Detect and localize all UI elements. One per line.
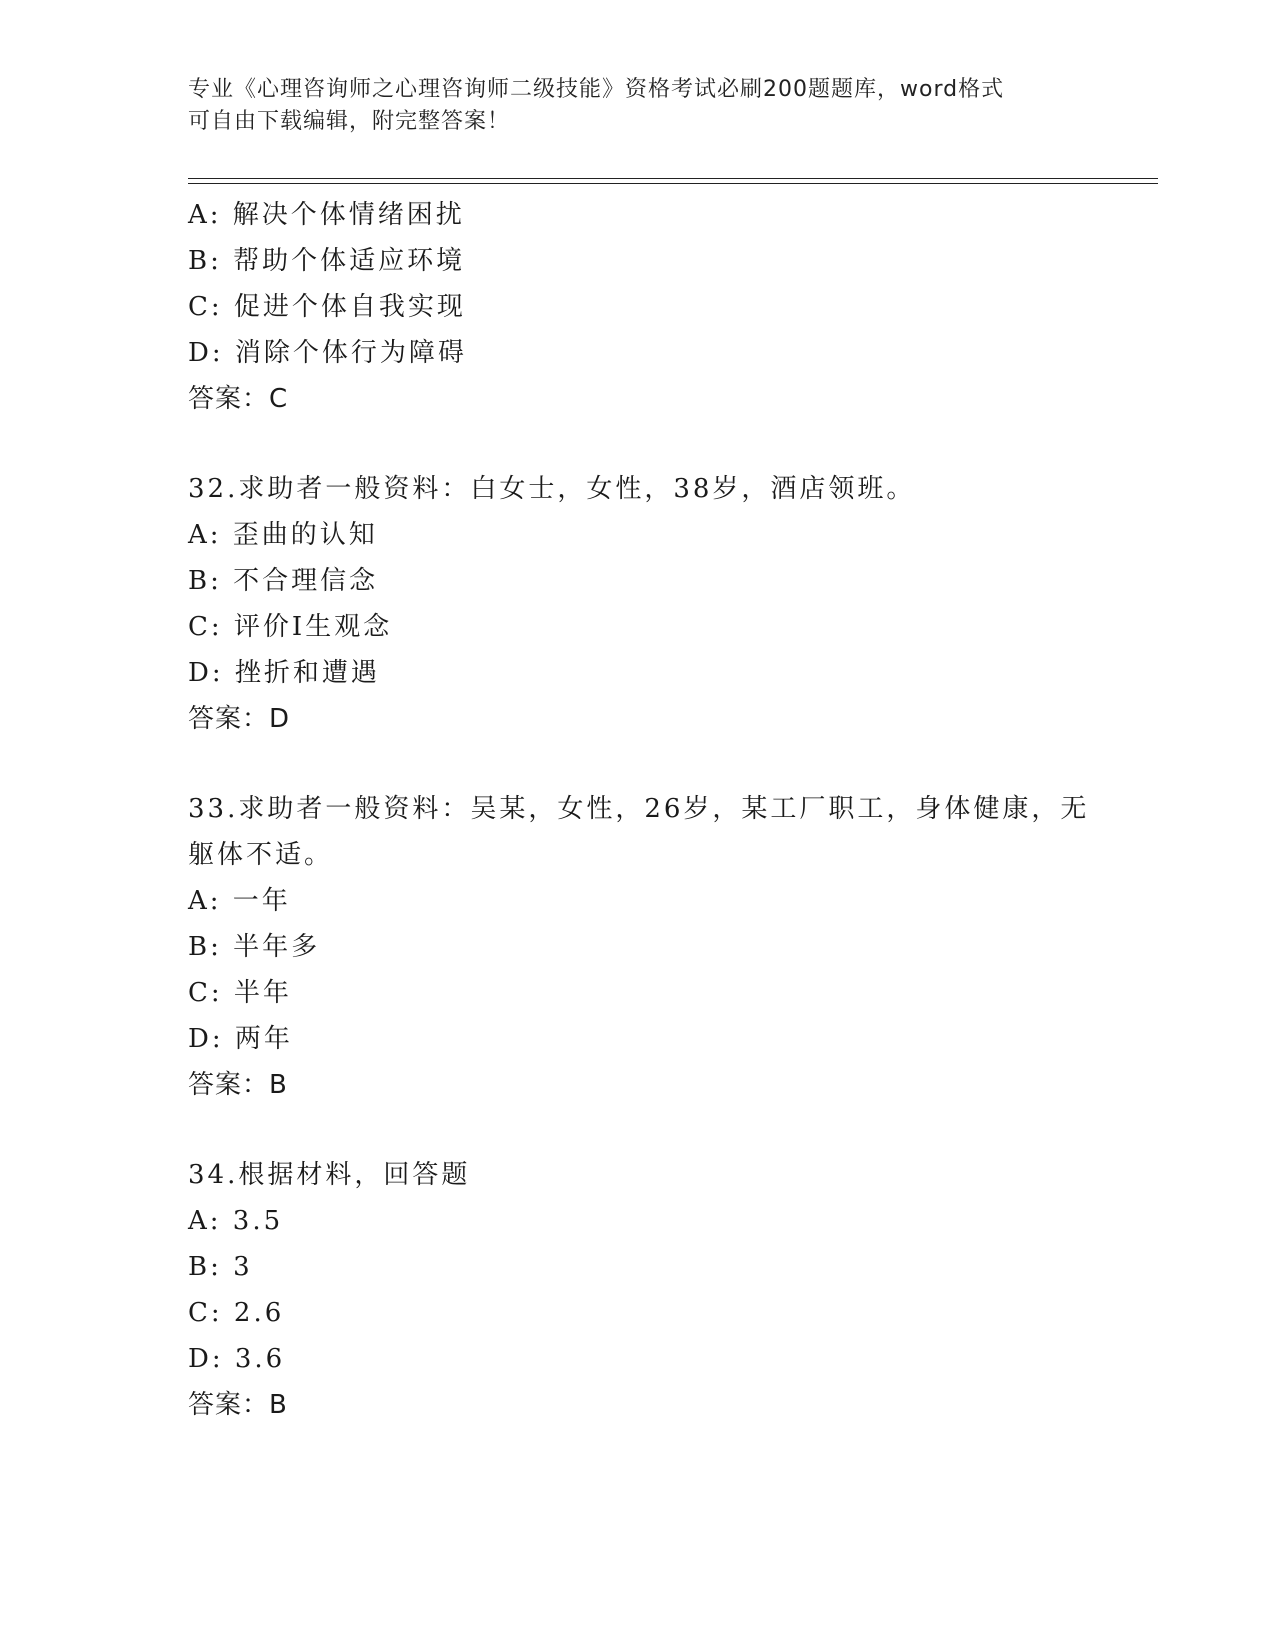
question-stem-line-2: 躯体不适。	[188, 840, 334, 870]
option-c: C: 促进个体自我实现	[188, 292, 466, 322]
option-d: D: 消除个体行为障碍	[188, 338, 467, 368]
option-a: A: 3.5	[188, 1206, 284, 1236]
option-d: D: 3.6	[188, 1344, 286, 1374]
option-a: A: 一年	[188, 886, 291, 916]
option-d: D: 挫折和遭遇	[188, 658, 380, 688]
option-c: C: 评价I生观念	[188, 612, 393, 642]
answer-line: 答案：D	[188, 704, 291, 734]
option-b: B: 3	[188, 1252, 253, 1282]
question-list	[188, 192, 1088, 1472]
answer-line: 答案：C	[188, 384, 289, 414]
header-line-2: 可自由下载编辑，附完整答案！	[188, 109, 511, 134]
option-c: C: 2.6	[188, 1298, 285, 1328]
question-stem: 34.根据材料，回答题	[188, 1160, 471, 1190]
question-block-31	[188, 192, 1088, 422]
question-stem-line-1: 33.求助者一般资料：吴某，女性，26岁，某工厂职工，身体健康，无	[188, 794, 1090, 824]
answer-line: 答案：B	[188, 1070, 288, 1100]
option-b: B: 不合理信念	[188, 566, 379, 596]
question-block-34	[188, 1152, 1088, 1428]
header-rule-bottom	[188, 183, 1158, 184]
question-block-33	[188, 786, 1088, 1108]
document-header	[188, 74, 1088, 138]
question-block-32	[188, 466, 1088, 742]
option-c: C: 半年	[188, 978, 292, 1008]
header-rule-top	[188, 178, 1158, 179]
answer-line: 答案：B	[188, 1390, 288, 1420]
option-d: D: 两年	[188, 1024, 293, 1054]
header-line-1: 专业《心理咨询师之心理咨询师二级技能》资格考试必刷200题题库，word格式	[188, 77, 1005, 102]
option-a: A: 歪曲的认知	[188, 520, 378, 550]
option-b: B: 半年多	[188, 932, 321, 962]
question-stem: 32.求助者一般资料：白女士，女性，38岁，酒店领班。	[188, 474, 916, 504]
option-b: B: 帮助个体适应环境	[188, 246, 466, 276]
option-a: A: 解决个体情绪困扰	[188, 200, 465, 230]
